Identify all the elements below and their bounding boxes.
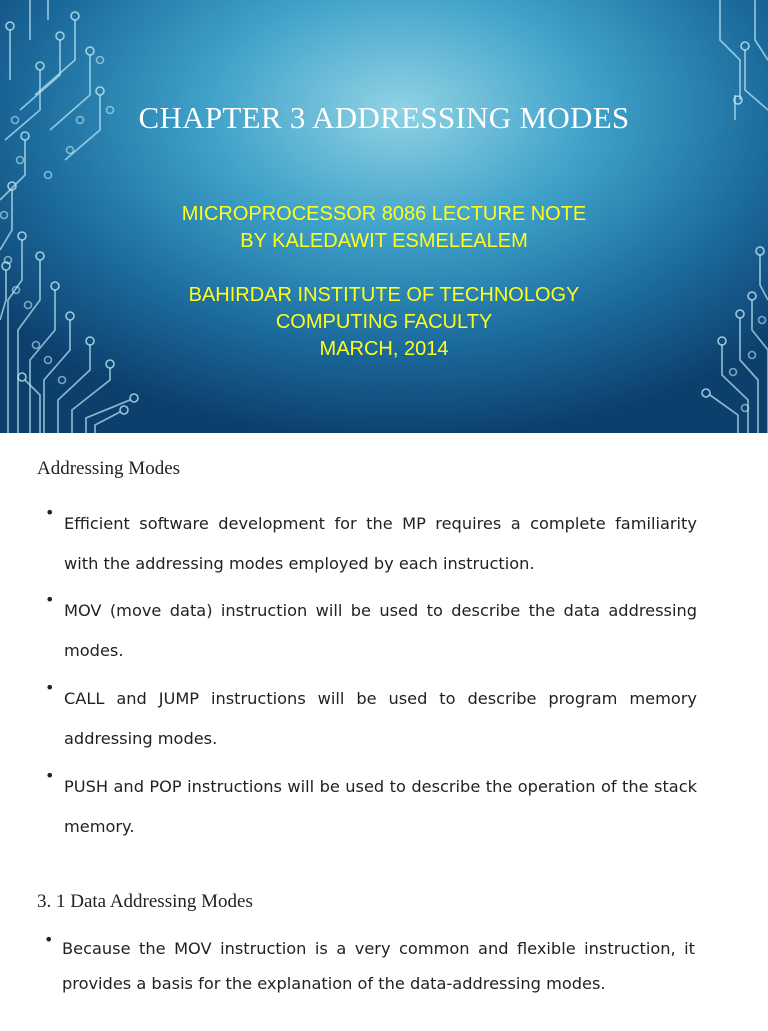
bullet-item bbox=[45, 679, 697, 759]
circuit-node bbox=[97, 57, 104, 64]
slide-title: CHAPTER 3 ADDRESSING MODES bbox=[138, 100, 630, 135]
bullet-dot-icon: • bbox=[44, 930, 54, 949]
circuit-trace bbox=[86, 400, 130, 433]
circuit-node bbox=[6, 22, 14, 30]
circuit-node bbox=[702, 389, 710, 397]
lecture-line-1: MICROPROCESSOR 8086 LECTURE NOTE bbox=[181, 203, 587, 225]
circuit-node bbox=[730, 369, 737, 376]
lecture-info bbox=[0, 201, 768, 255]
circuit-node bbox=[67, 147, 74, 154]
circuit-node bbox=[18, 373, 26, 381]
document-body bbox=[0, 433, 768, 1024]
bullet-text: PUSH and POP instructions will be used to describe the operation of the stack memory. bbox=[64, 777, 697, 836]
circuit-trace bbox=[35, 20, 75, 95]
section-heading-data-addressing: 3. 1 Data Addressing Modes bbox=[37, 891, 253, 912]
circuit-node bbox=[56, 32, 64, 40]
institution-line-3: MARCH, 2014 bbox=[319, 338, 449, 360]
circuit-trace bbox=[720, 0, 740, 100]
circuit-node bbox=[36, 62, 44, 70]
bullet-text: Because the MOV instruction is a very common and flexible instruction, it provides a basis for the explanation of the data-addressing modes. bbox=[62, 939, 695, 993]
lecture-line-2: BY KALEDAWIT ESMELEALEM bbox=[240, 230, 528, 252]
circuit-trace bbox=[755, 0, 768, 60]
bullet-dot-icon: • bbox=[45, 503, 55, 522]
circuit-node bbox=[71, 12, 79, 20]
circuit-node bbox=[17, 157, 24, 164]
circuit-trace bbox=[25, 380, 40, 433]
circuit-trace bbox=[72, 368, 110, 433]
circuit-trace bbox=[710, 395, 738, 433]
circuit-node bbox=[59, 377, 66, 384]
circuit-node bbox=[86, 47, 94, 55]
title-slide bbox=[0, 0, 768, 433]
circuit-node bbox=[96, 87, 104, 95]
bullet-dot-icon: • bbox=[45, 766, 55, 785]
bullet-item bbox=[45, 767, 697, 847]
circuit-node bbox=[120, 406, 128, 414]
circuit-node bbox=[45, 172, 52, 179]
institution-line-2: COMPUTING FACULTY bbox=[275, 311, 493, 333]
circuit-node bbox=[741, 42, 749, 50]
bullet-item bbox=[45, 504, 697, 584]
bullet-text: MOV (move data) instruction will be used to describe the data addressing modes. bbox=[64, 601, 697, 660]
circuit-node bbox=[130, 394, 138, 402]
bullet-text: Efficient software development for the MP requires a complete familiarity with the addressing modes employed by each instruction. bbox=[64, 514, 697, 573]
bullet-item bbox=[44, 931, 696, 1031]
institution-info bbox=[0, 282, 768, 363]
bullet-dot-icon: • bbox=[45, 678, 55, 697]
bullet-item bbox=[45, 591, 697, 671]
circuit-trace bbox=[95, 412, 120, 433]
section-heading: Addressing Modes bbox=[37, 458, 181, 479]
bullet-text: CALL and JUMP instructions will be used to describe program memory addressing modes. bbox=[64, 689, 697, 748]
institution-line-1: BAHIRDAR INSTITUTE OF TECHNOLOGY bbox=[188, 284, 580, 306]
bullet-dot-icon: • bbox=[45, 590, 55, 609]
